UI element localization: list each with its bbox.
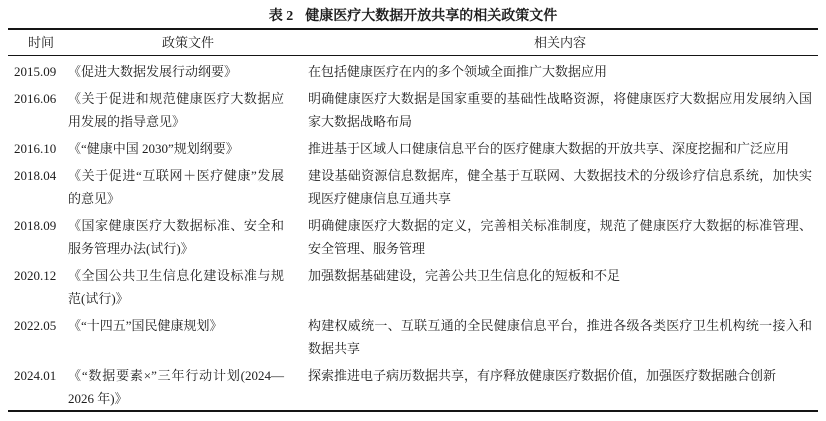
row-content-cell: 在包括健康医疗在内的多个领域全面推广大数据应用 <box>308 64 608 79</box>
row-content-cell: 明确健康医疗大数据是国家重要的基础性战略资源，将健康医疗大数据应用发展纳入国家大数据战略布局 <box>308 91 812 129</box>
row-policy-cell: 《关于促进和规范健康医疗大数据应用发展的指导意见》 <box>68 91 284 129</box>
row-policy-cell: 《“数据要素×”三年行动计划(2024—2026 年)》 <box>68 368 284 406</box>
row-time-cell: 2024.01 <box>14 368 57 383</box>
row-time-cell: 2016.10 <box>14 141 57 156</box>
table-header-row <box>14 30 812 55</box>
table-row-2022.05 <box>14 314 812 360</box>
row-time-cell: 2016.06 <box>14 91 57 106</box>
table-caption-label: 表 2 <box>268 9 294 24</box>
row-policy-cell: 《关于促进“互联网＋医疗健康”发展的意见》 <box>68 168 284 206</box>
row-policy-cell: 《国家健康医疗大数据标准、安全和服务管理办法(试行)》 <box>68 218 284 256</box>
row-policy-cell: 《“健康中国 2030”规划纲要》 <box>68 141 239 156</box>
table-bottom-rule <box>8 410 818 412</box>
row-content-cell: 探索推进电子病历数据共享，有序释放健康医疗数据价值，加强医疗数据融合创新 <box>308 368 777 383</box>
column-header-time: 时间 <box>27 35 54 50</box>
row-content-cell: 加强数据基础建设，完善公共卫生信息化的短板和不足 <box>308 268 621 283</box>
table-body <box>14 56 812 410</box>
table-row-2018.04 <box>14 164 812 210</box>
row-time-cell: 2022.05 <box>14 318 57 333</box>
table-row-2024.01 <box>14 364 812 410</box>
table-row-2016.10 <box>14 137 812 160</box>
row-time-cell: 2018.09 <box>14 218 57 233</box>
row-content-cell: 构建权威统一、互联互通的全民健康信息平台，推进各级各类医疗卫生机构统一接入和数据共享 <box>308 318 812 356</box>
row-policy-cell: 《“十四五”国民健康规划》 <box>68 318 223 333</box>
row-time-cell: 2015.09 <box>14 64 57 79</box>
row-policy-cell: 《全国公共卫生信息化建设标准与规范(试行)》 <box>68 268 284 306</box>
row-time-cell: 2018.04 <box>14 168 57 183</box>
table-caption-title: 健康医疗大数据开放共享的相关政策文件 <box>305 9 558 24</box>
row-content-cell: 明确健康医疗大数据的定义，完善相关标准制度，规范了健康医疗大数据的标准管理、安全管理、服务管理 <box>308 218 812 256</box>
table-row-2020.12 <box>14 264 812 310</box>
table-row-2015.09 <box>14 60 812 83</box>
column-header-content: 相关内容 <box>533 35 586 50</box>
table-row-2016.06 <box>14 87 812 133</box>
row-policy-cell: 《促进大数据发展行动纲要》 <box>68 64 238 79</box>
row-time-cell: 2020.12 <box>14 268 57 283</box>
table-row-2018.09 <box>14 214 812 260</box>
column-header-policy: 政策文件 <box>161 35 214 50</box>
table-caption <box>14 0 812 28</box>
row-content-cell: 推进基于区域人口健康信息平台的医疗健康大数据的开放共享、深度挖掘和广泛应用 <box>308 141 790 156</box>
row-content-cell: 建设基础资源信息数据库，健全基于互联网、大数据技术的分级诊疗信息系统，加快实现医疗健康信息互通共享 <box>308 168 812 206</box>
